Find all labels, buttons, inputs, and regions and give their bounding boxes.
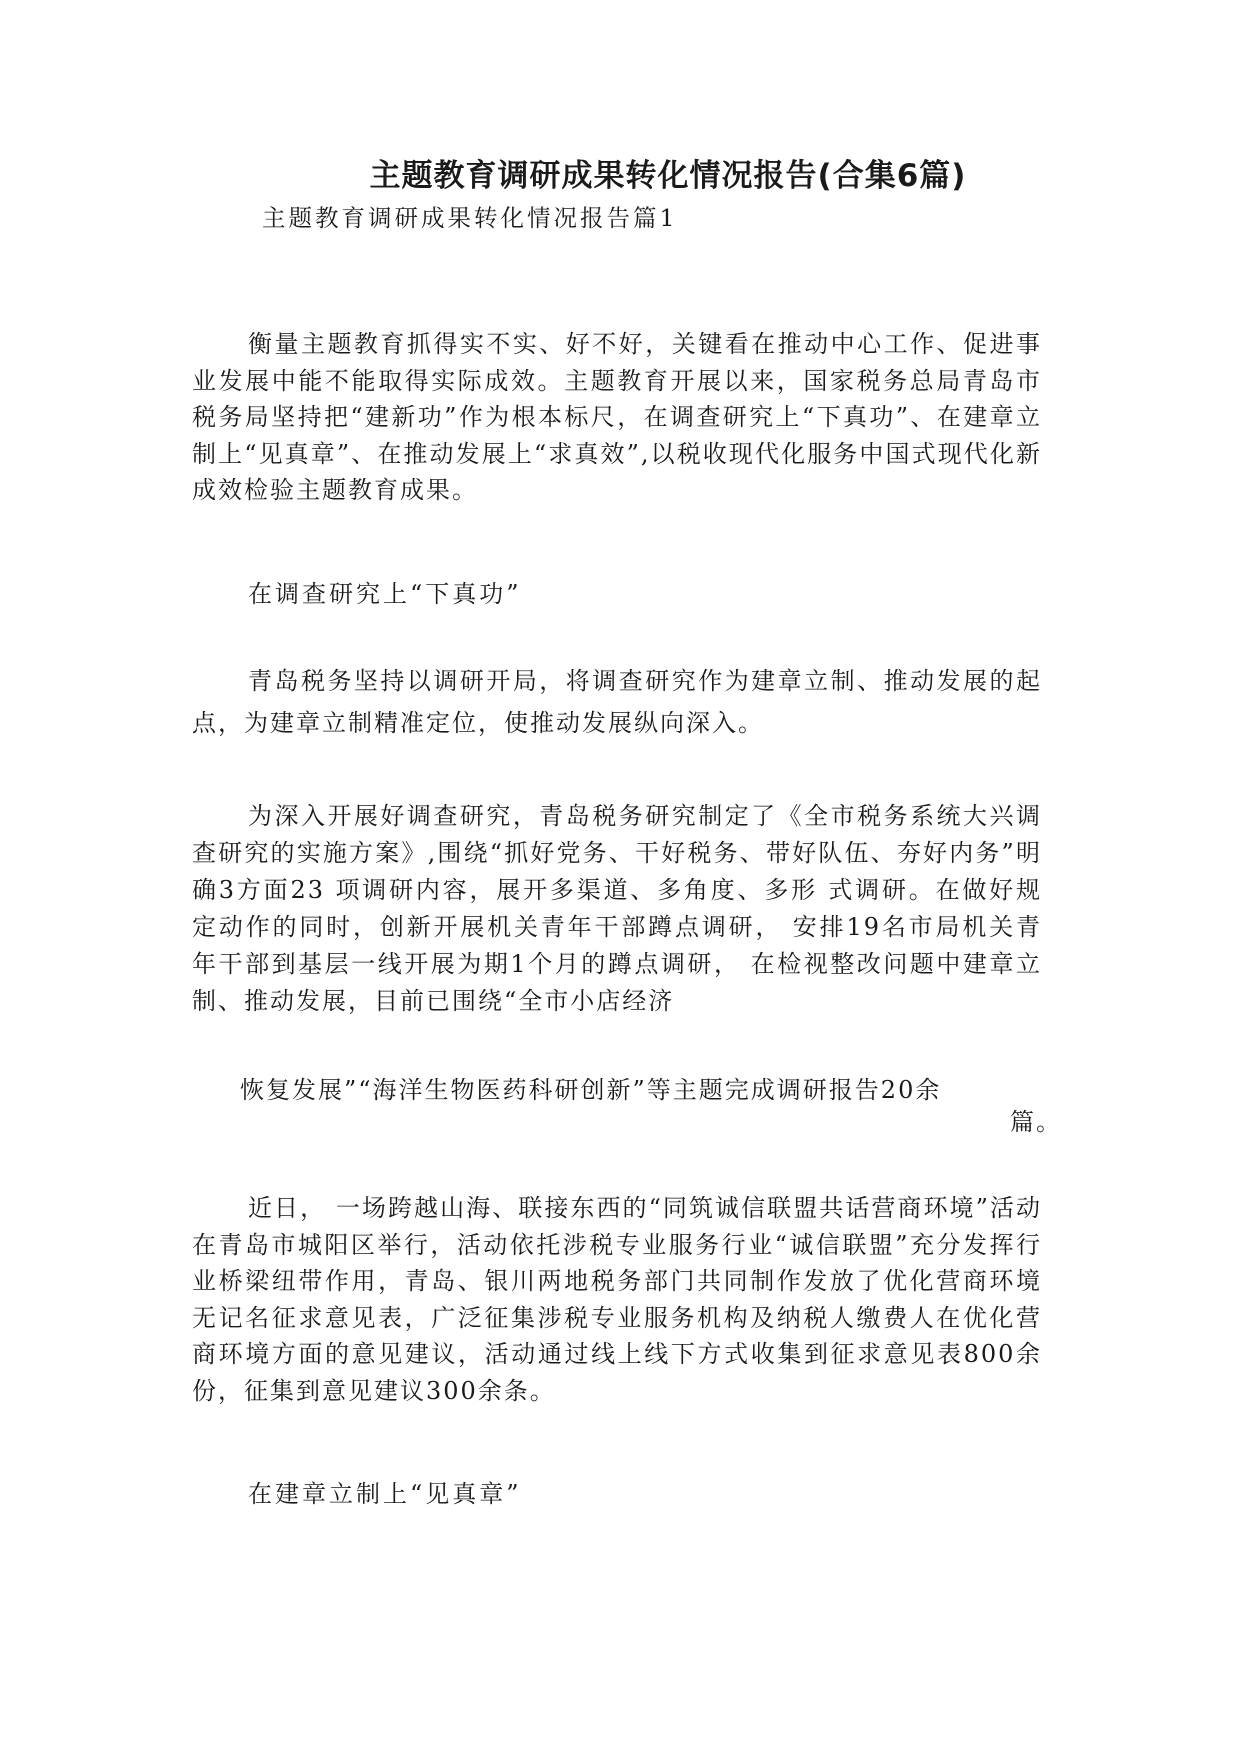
paragraph-research-start: 青岛税务坚持以调研开局，将调查研究作为建章立制、推动发展的起点，为建章立制精准定位，使推动发展纵向深入。 — [192, 667, 1042, 737]
document-title: 主题教育调研成果转化情况报告(合集6篇) — [369, 158, 967, 194]
section-heading-research: 在调查研究上“下真功” — [248, 580, 522, 608]
paragraph-research-plan-end: 篇。 — [1010, 1108, 1062, 1136]
paragraph-research-plan-continued: 恢复发展”“海洋生物医药科研创新”等主题完成调研报告20余 — [240, 1076, 942, 1104]
document-subtitle: 主题教育调研成果转化情况报告篇1 — [262, 204, 678, 232]
paragraph-research-plan: 为深入开展好调查研究，青岛税务研究制定了《全市税务系统大兴调查研究的实施方案》,围绕“抓好党务、干好税务、带好队伍、夯好内务”明确3方面23 项调研内容，展开多渠道、多角度、多形 式调研。在做好规定动作的同时，创新开展机关青年干部蹲点调研， 安排19名市局机关青年干部到基层一线开展为期1个月的蹲点调研， 在检视整改问题中建章立制、推动发展，目前已围绕“全市小店经济 — [192, 802, 1042, 1015]
paragraph-intro: 衡量主题教育抓得实不实、好不好，关键看在推动中心工作、促进事业发展中能不能取得实际成效。主题教育开展以来，国家税务总局青岛市税务局坚持把“建新功”作为根本标尺，在调查研究上“下真功”、在建章立制上“见真章”、在推动发展上“求真效”,以税收现代化服务中国式现代化新成效检验主题教育成果。 — [192, 330, 1042, 504]
paragraph-event: 近日， 一场跨越山海、联接东西的“同筑诚信联盟共话营商环境”活动在青岛市城阳区举行，活动依托涉税专业服务行业“诚信联盟”充分发挥行业桥梁纽带作用，青岛、银川两地税务部门共同制作发放了优化营商环境无记名征求意见表，广泛征集涉税专业服务机构及纳税人缴费人在优化营商环境方面的意见建议，活动通过线上线下方式收集到征求意见表800余份，征集到意见建议300余条。 — [192, 1194, 1042, 1405]
section-heading-rules: 在建章立制上“见真章” — [248, 1480, 522, 1508]
